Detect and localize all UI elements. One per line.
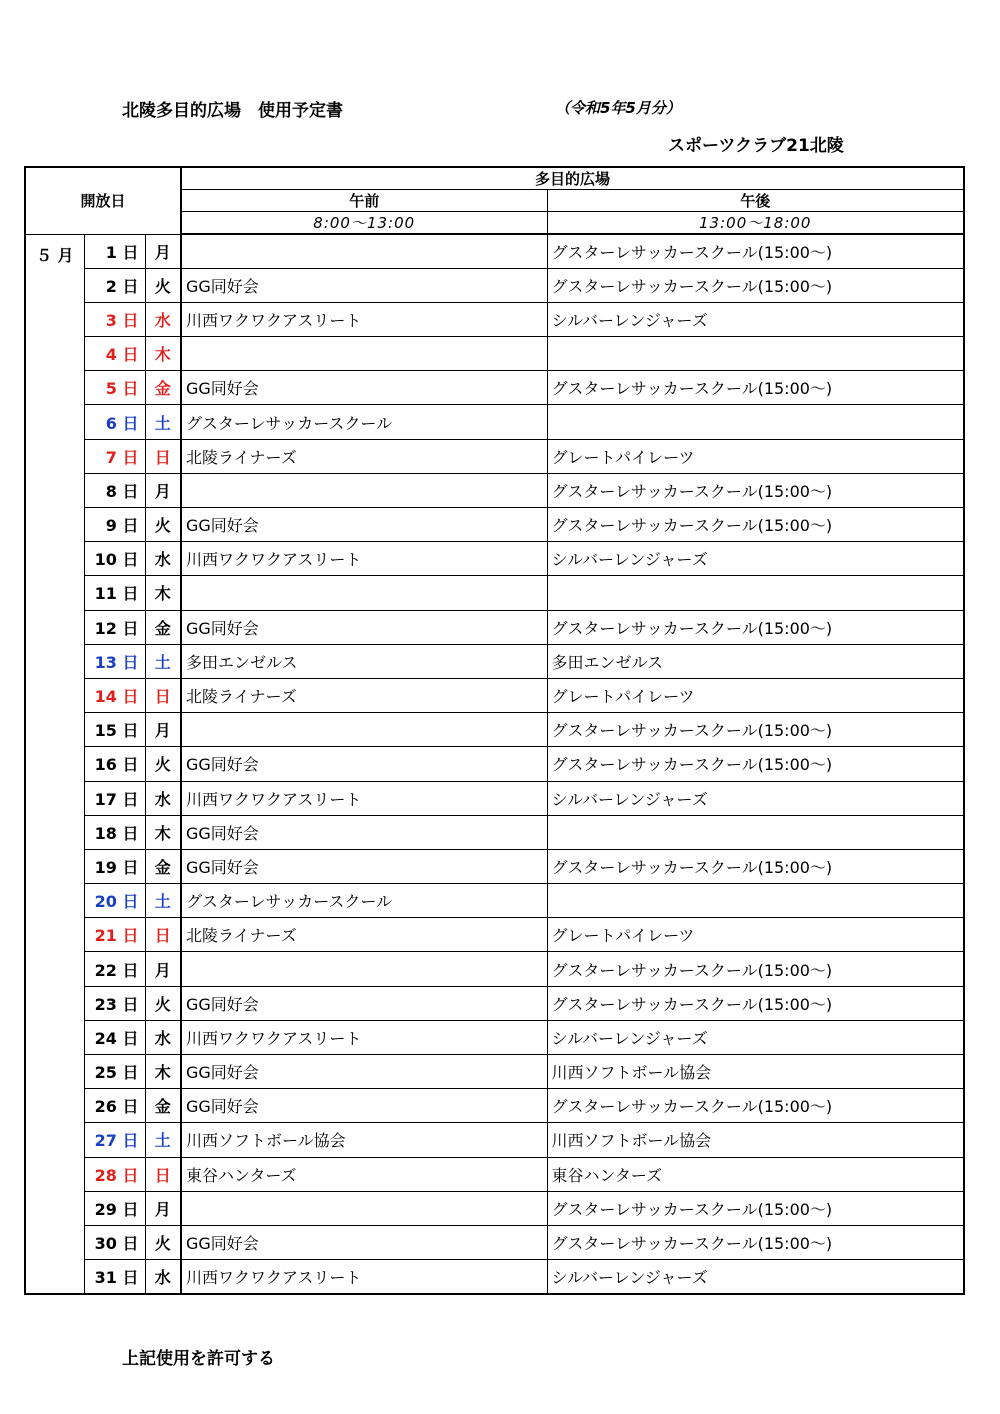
- table-row: [25, 610, 964, 644]
- pm-booking-cell: シルバーレンジャーズ: [547, 1260, 964, 1294]
- weekday-cell: 土: [145, 1123, 181, 1157]
- am-booking-cell: 川西ワクワクアスリート: [181, 1260, 547, 1294]
- pm-booking-cell: 川西ソフトボール協会: [547, 1055, 964, 1089]
- table-row: [25, 234, 964, 268]
- pm-booking-cell: シルバーレンジャーズ: [547, 302, 964, 336]
- day-cell: 13 日: [84, 644, 145, 678]
- pm-booking-cell: グスターレサッカースクール(15:00～): [547, 508, 964, 542]
- am-booking-cell: 北陵ライナーズ: [181, 439, 547, 473]
- pm-booking-cell: グスターレサッカースクール(15:00～): [547, 747, 964, 781]
- am-booking-cell: GG同好会: [181, 371, 547, 405]
- weekday-cell: 金: [145, 1089, 181, 1123]
- table-row: [25, 781, 964, 815]
- am-booking-cell: GG同好会: [181, 610, 547, 644]
- am-booking-cell: GG同好会: [181, 1055, 547, 1089]
- am-booking-cell: [181, 713, 547, 747]
- day-cell: 23 日: [84, 986, 145, 1020]
- am-booking-cell: [181, 1191, 547, 1225]
- day-cell: 21 日: [84, 918, 145, 952]
- am-booking-cell: 北陵ライナーズ: [181, 918, 547, 952]
- weekday-cell: 日: [145, 1157, 181, 1191]
- day-cell: 30 日: [84, 1225, 145, 1259]
- am-booking-cell: 多田エンゼルス: [181, 644, 547, 678]
- am-booking-cell: GG同好会: [181, 747, 547, 781]
- weekday-cell: 月: [145, 473, 181, 507]
- am-booking-cell: 川西ソフトボール協会: [181, 1123, 547, 1157]
- weekday-cell: 日: [145, 439, 181, 473]
- pm-booking-cell: グスターレサッカースクール(15:00～): [547, 473, 964, 507]
- pm-booking-cell: グスターレサッカースクール(15:00～): [547, 849, 964, 883]
- table-row: [25, 302, 964, 336]
- day-cell: 19 日: [84, 849, 145, 883]
- am-booking-cell: GG同好会: [181, 508, 547, 542]
- pm-booking-cell: グスターレサッカースクール(15:00～): [547, 1089, 964, 1123]
- day-cell: 15 日: [84, 713, 145, 747]
- day-cell: 22 日: [84, 952, 145, 986]
- am-booking-cell: 川西ワクワクアスリート: [181, 302, 547, 336]
- table-row: [25, 1055, 964, 1089]
- pm-booking-cell: 川西ソフトボール協会: [547, 1123, 964, 1157]
- am-booking-cell: グスターレサッカースクール: [181, 884, 547, 918]
- pm-booking-cell: グスターレサッカースクール(15:00～): [547, 610, 964, 644]
- pm-booking-cell: シルバーレンジャーズ: [547, 542, 964, 576]
- table-row: [25, 644, 964, 678]
- am-booking-cell: 川西ワクワクアスリート: [181, 542, 547, 576]
- pm-booking-cell: 多田エンゼルス: [547, 644, 964, 678]
- table-row: [25, 508, 964, 542]
- am-booking-cell: GG同好会: [181, 1089, 547, 1123]
- am-booking-cell: GG同好会: [181, 986, 547, 1020]
- table-row: [25, 1157, 964, 1191]
- pm-booking-cell: グスターレサッカースクール(15:00～): [547, 986, 964, 1020]
- am-header: 午前: [181, 190, 547, 212]
- approval-note: 上記使用を許可する: [122, 1349, 275, 1369]
- pm-booking-cell: グスターレサッカースクール(15:00～): [547, 234, 964, 268]
- day-cell: 10 日: [84, 542, 145, 576]
- day-cell: 27 日: [84, 1123, 145, 1157]
- am-booking-cell: GG同好会: [181, 1225, 547, 1259]
- pm-booking-cell: 東谷ハンターズ: [547, 1157, 964, 1191]
- day-cell: 11 日: [84, 576, 145, 610]
- weekday-cell: 水: [145, 1020, 181, 1054]
- venue-header: 多目的広場: [181, 167, 964, 190]
- am-booking-cell: GG同好会: [181, 815, 547, 849]
- day-cell: 28 日: [84, 1157, 145, 1191]
- day-cell: 24 日: [84, 1020, 145, 1054]
- weekday-cell: 土: [145, 405, 181, 439]
- weekday-cell: 火: [145, 1225, 181, 1259]
- day-cell: 26 日: [84, 1089, 145, 1123]
- table-row: [25, 473, 964, 507]
- table-row: [25, 884, 964, 918]
- weekday-cell: 木: [145, 815, 181, 849]
- am-booking-cell: GG同好会: [181, 268, 547, 302]
- table-row: [25, 371, 964, 405]
- table-row: [25, 1225, 964, 1259]
- table-row: [25, 1089, 964, 1123]
- am-booking-cell: [181, 576, 547, 610]
- weekday-cell: 土: [145, 884, 181, 918]
- am-booking-cell: グスターレサッカースクール: [181, 405, 547, 439]
- weekday-cell: 金: [145, 610, 181, 644]
- am-booking-cell: GG同好会: [181, 849, 547, 883]
- pm-booking-cell: グスターレサッカースクール(15:00～): [547, 1225, 964, 1259]
- month-cell: ５ 月: [25, 234, 84, 1294]
- day-cell: 12 日: [84, 610, 145, 644]
- pm-booking-cell: シルバーレンジャーズ: [547, 781, 964, 815]
- weekday-cell: 月: [145, 952, 181, 986]
- weekday-cell: 水: [145, 542, 181, 576]
- table-row: [25, 815, 964, 849]
- table-row: [25, 952, 964, 986]
- weekday-cell: 日: [145, 678, 181, 712]
- document-period: （令和5年5月分）: [555, 99, 681, 117]
- pm-booking-cell: グスターレサッカースクール(15:00～): [547, 268, 964, 302]
- am-booking-cell: 川西ワクワクアスリート: [181, 781, 547, 815]
- schedule-header: [25, 167, 964, 234]
- table-row: [25, 542, 964, 576]
- day-cell: 17 日: [84, 781, 145, 815]
- pm-booking-cell: [547, 405, 964, 439]
- weekday-cell: 金: [145, 849, 181, 883]
- pm-booking-cell: グスターレサッカースクール(15:00～): [547, 1191, 964, 1225]
- am-booking-cell: [181, 234, 547, 268]
- table-row: [25, 918, 964, 952]
- table-row: [25, 986, 964, 1020]
- pm-booking-cell: [547, 576, 964, 610]
- schedule-table: [24, 166, 965, 1295]
- day-cell: 5 日: [84, 371, 145, 405]
- day-cell: 4 日: [84, 337, 145, 371]
- day-cell: 7 日: [84, 439, 145, 473]
- day-cell: 3 日: [84, 302, 145, 336]
- pm-booking-cell: グスターレサッカースクール(15:00～): [547, 952, 964, 986]
- table-row: [25, 747, 964, 781]
- table-row: [25, 849, 964, 883]
- document-title: 北陵多目的広場 使用予定書: [122, 101, 343, 121]
- table-row: [25, 1260, 964, 1294]
- open-day-header: 開放日: [25, 167, 181, 234]
- organization-name: スポーツクラブ21北陵: [668, 136, 844, 156]
- weekday-cell: 木: [145, 1055, 181, 1089]
- day-cell: 25 日: [84, 1055, 145, 1089]
- day-cell: 8 日: [84, 473, 145, 507]
- weekday-cell: 火: [145, 747, 181, 781]
- am-booking-cell: 東谷ハンターズ: [181, 1157, 547, 1191]
- day-cell: 2 日: [84, 268, 145, 302]
- day-cell: 29 日: [84, 1191, 145, 1225]
- table-row: [25, 576, 964, 610]
- schedule-body: [25, 234, 964, 1294]
- weekday-cell: 木: [145, 576, 181, 610]
- am-booking-cell: 川西ワクワクアスリート: [181, 1020, 547, 1054]
- pm-booking-cell: グスターレサッカースクール(15:00～): [547, 371, 964, 405]
- weekday-cell: 日: [145, 918, 181, 952]
- table-row: [25, 268, 964, 302]
- weekday-cell: 火: [145, 508, 181, 542]
- pm-header: 午後: [547, 190, 964, 212]
- weekday-cell: 木: [145, 337, 181, 371]
- weekday-cell: 水: [145, 781, 181, 815]
- table-row: [25, 678, 964, 712]
- day-cell: 6 日: [84, 405, 145, 439]
- weekday-cell: 土: [145, 644, 181, 678]
- am-time-header: 8:00～13:00: [181, 212, 547, 235]
- day-cell: 14 日: [84, 678, 145, 712]
- table-row: [25, 1123, 964, 1157]
- am-booking-cell: 北陵ライナーズ: [181, 678, 547, 712]
- pm-booking-cell: [547, 815, 964, 849]
- day-cell: 18 日: [84, 815, 145, 849]
- weekday-cell: 月: [145, 234, 181, 268]
- weekday-cell: 火: [145, 986, 181, 1020]
- weekday-cell: 水: [145, 1260, 181, 1294]
- pm-booking-cell: [547, 337, 964, 371]
- table-row: [25, 713, 964, 747]
- table-row: [25, 337, 964, 371]
- pm-booking-cell: グレートパイレーツ: [547, 678, 964, 712]
- am-booking-cell: [181, 473, 547, 507]
- weekday-cell: 水: [145, 302, 181, 336]
- pm-time-header: 13:00～18:00: [547, 212, 964, 235]
- am-booking-cell: [181, 337, 547, 371]
- weekday-cell: 火: [145, 268, 181, 302]
- day-cell: 16 日: [84, 747, 145, 781]
- pm-booking-cell: シルバーレンジャーズ: [547, 1020, 964, 1054]
- am-booking-cell: [181, 952, 547, 986]
- pm-booking-cell: [547, 884, 964, 918]
- weekday-cell: 月: [145, 713, 181, 747]
- pm-booking-cell: グスターレサッカースクール(15:00～): [547, 713, 964, 747]
- pm-booking-cell: グレートパイレーツ: [547, 918, 964, 952]
- table-row: [25, 439, 964, 473]
- day-cell: 1 日: [84, 234, 145, 268]
- day-cell: 9 日: [84, 508, 145, 542]
- table-row: [25, 1020, 964, 1054]
- weekday-cell: 月: [145, 1191, 181, 1225]
- day-cell: 20 日: [84, 884, 145, 918]
- weekday-cell: 金: [145, 371, 181, 405]
- pm-booking-cell: グレートパイレーツ: [547, 439, 964, 473]
- table-row: [25, 405, 964, 439]
- day-cell: 31 日: [84, 1260, 145, 1294]
- table-row: [25, 1191, 964, 1225]
